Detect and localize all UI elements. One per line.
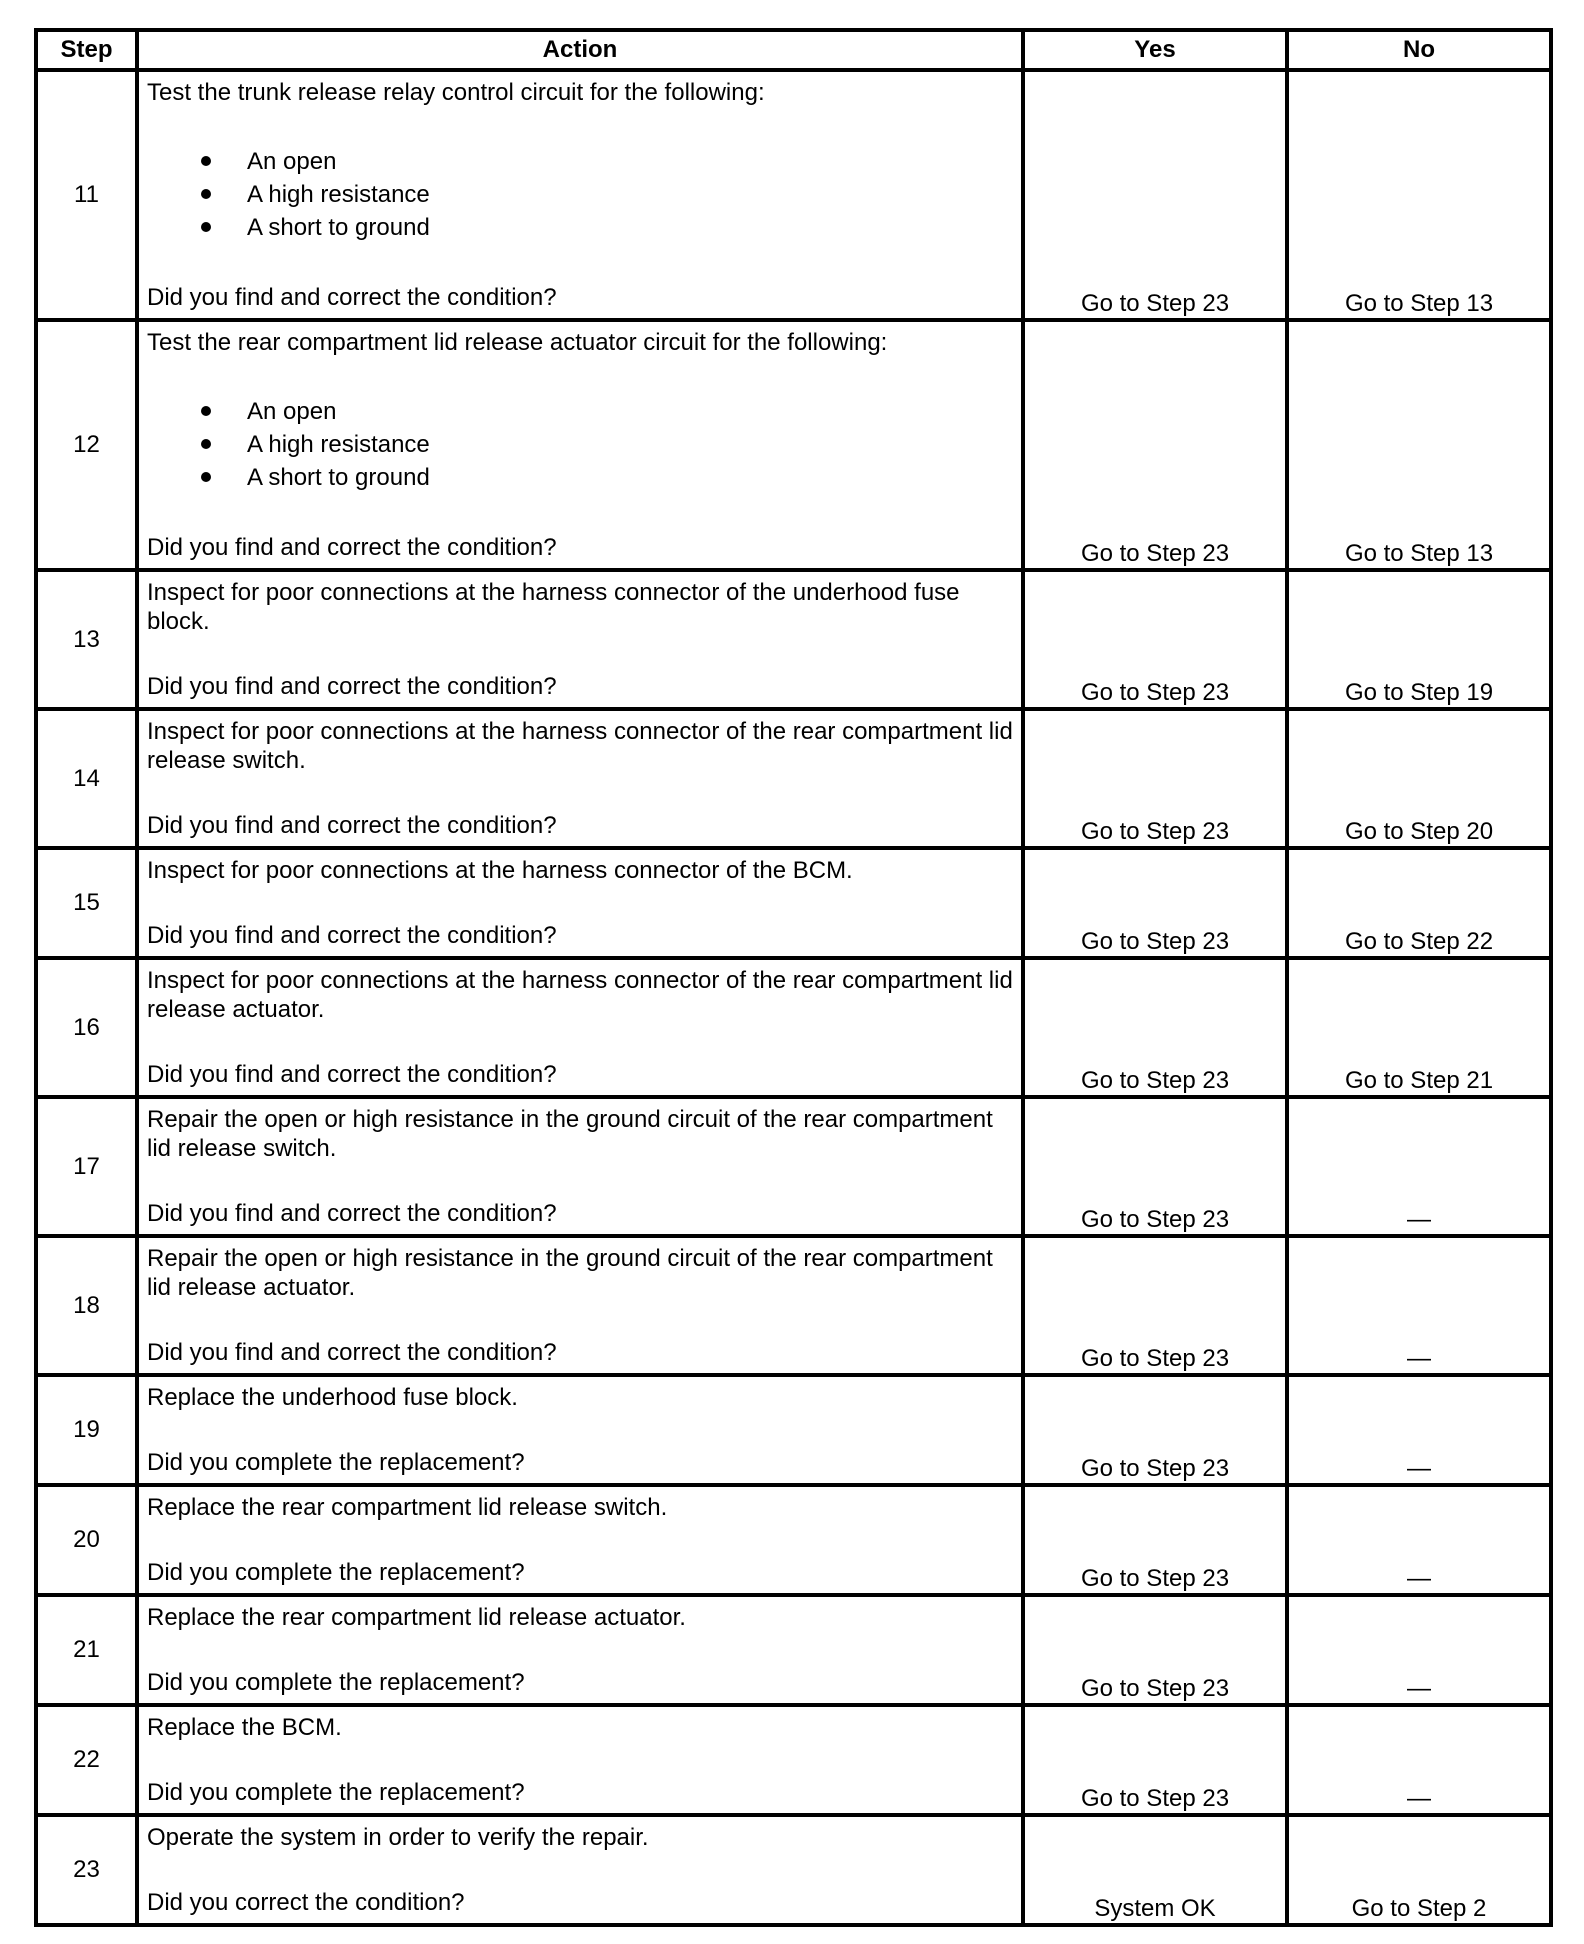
no-result: —	[1287, 1097, 1551, 1236]
table-row	[36, 570, 1551, 709]
action-text: Test the rear compartment lid release actuator circuit for the following:	[147, 329, 888, 356]
yes-result: Go to Step 23	[1023, 320, 1287, 570]
bullet-icon	[201, 472, 211, 482]
list-item: A short to ground	[147, 461, 1013, 494]
yes-result: Go to Step 23	[1023, 570, 1287, 709]
action-question: Did you complete the replacement?	[147, 1559, 525, 1586]
bullet-icon	[201, 222, 211, 232]
bullet-icon	[201, 156, 211, 166]
no-result: Go to Step 19	[1287, 570, 1551, 709]
step-number: 16	[36, 958, 137, 1097]
table-row	[36, 1097, 1551, 1236]
step-number: 15	[36, 848, 137, 958]
no-result: —	[1287, 1375, 1551, 1485]
action-text: Operate the system in order to verify the repair.	[147, 1824, 649, 1851]
yes-result: Go to Step 23	[1023, 70, 1287, 320]
action-text: Test the trunk release relay control circuit for the following:	[147, 79, 765, 106]
step-number: 21	[36, 1595, 137, 1705]
action-question: Did you find and correct the condition?	[147, 1339, 557, 1366]
action-cell	[137, 958, 1023, 1097]
step-number: 18	[36, 1236, 137, 1375]
action-cell	[137, 1815, 1023, 1925]
action-cell	[137, 70, 1023, 320]
step-number: 22	[36, 1705, 137, 1815]
action-question: Did you find and correct the condition?	[147, 922, 557, 949]
action-cell	[137, 1236, 1023, 1375]
table-row	[36, 1705, 1551, 1815]
action-question: Did you correct the condition?	[147, 1889, 465, 1916]
table-row	[36, 1375, 1551, 1485]
action-question: Did you find and correct the condition?	[147, 1061, 557, 1088]
list-item: An open	[147, 145, 1013, 178]
yes-result: Go to Step 23	[1023, 1375, 1287, 1485]
action-text: Inspect for poor connections at the harness connector of the rear compartment lid release actuator.	[147, 967, 1013, 1023]
action-question: Did you complete the replacement?	[147, 1779, 525, 1806]
no-result: —	[1287, 1705, 1551, 1815]
action-cell	[137, 1375, 1023, 1485]
action-question: Did you find and correct the condition?	[147, 673, 557, 700]
action-cell	[137, 1595, 1023, 1705]
diagnostic-table	[34, 28, 1553, 1927]
header-step: Step	[36, 30, 137, 70]
list-item: A short to ground	[147, 211, 1013, 244]
yes-result: Go to Step 23	[1023, 1236, 1287, 1375]
yes-result: Go to Step 23	[1023, 1485, 1287, 1595]
table-row	[36, 958, 1551, 1097]
action-text: Replace the BCM.	[147, 1714, 342, 1741]
action-text: Inspect for poor connections at the harness connector of the underhood fuse block.	[147, 579, 960, 635]
yes-result: Go to Step 23	[1023, 1595, 1287, 1705]
action-cell	[137, 709, 1023, 848]
action-cell	[137, 570, 1023, 709]
action-question: Did you complete the replacement?	[147, 1669, 525, 1696]
action-text: Replace the underhood fuse block.	[147, 1384, 518, 1411]
step-number: 12	[36, 320, 137, 570]
header-no: No	[1287, 30, 1551, 70]
no-result: —	[1287, 1595, 1551, 1705]
yes-result: Go to Step 23	[1023, 958, 1287, 1097]
table-row	[36, 1485, 1551, 1595]
no-result: Go to Step 13	[1287, 70, 1551, 320]
bullet-icon	[201, 406, 211, 416]
no-result: Go to Step 13	[1287, 320, 1551, 570]
step-number: 14	[36, 709, 137, 848]
action-text: Inspect for poor connections at the harness connector of the rear compartment lid release switch.	[147, 718, 1013, 774]
action-question: Did you find and correct the condition?	[147, 812, 557, 839]
no-result: Go to Step 20	[1287, 709, 1551, 848]
action-text: Inspect for poor connections at the harness connector of the BCM.	[147, 857, 853, 884]
yes-result: Go to Step 23	[1023, 709, 1287, 848]
action-question: Did you find and correct the condition?	[147, 284, 557, 311]
action-cell	[137, 1485, 1023, 1595]
header-yes: Yes	[1023, 30, 1287, 70]
table-row	[36, 1236, 1551, 1375]
step-number: 19	[36, 1375, 137, 1485]
step-number: 20	[36, 1485, 137, 1595]
no-result: Go to Step 22	[1287, 848, 1551, 958]
action-text: Repair the open or high resistance in the ground circuit of the rear compartment lid release actuator.	[147, 1245, 993, 1301]
no-result: Go to Step 2	[1287, 1815, 1551, 1925]
no-result: —	[1287, 1485, 1551, 1595]
step-number: 11	[36, 70, 137, 320]
action-question: Did you complete the replacement?	[147, 1449, 525, 1476]
yes-result: Go to Step 23	[1023, 848, 1287, 958]
no-result: Go to Step 21	[1287, 958, 1551, 1097]
step-number: 13	[36, 570, 137, 709]
action-text: Repair the open or high resistance in the ground circuit of the rear compartment lid release switch.	[147, 1106, 993, 1162]
step-number: 17	[36, 1097, 137, 1236]
action-text: Replace the rear compartment lid release switch.	[147, 1494, 668, 1521]
yes-result: Go to Step 23	[1023, 1097, 1287, 1236]
table-row	[36, 320, 1551, 570]
action-question: Did you find and correct the condition?	[147, 534, 557, 561]
list-item: An open	[147, 395, 1013, 428]
action-text: Replace the rear compartment lid release actuator.	[147, 1604, 686, 1631]
list-item: A high resistance	[147, 178, 1013, 211]
bullet-list	[147, 395, 1013, 494]
action-cell	[137, 320, 1023, 570]
action-cell	[137, 1705, 1023, 1815]
action-cell	[137, 848, 1023, 958]
yes-result: System OK	[1023, 1815, 1287, 1925]
list-item: A high resistance	[147, 428, 1013, 461]
yes-result: Go to Step 23	[1023, 1705, 1287, 1815]
header-action: Action	[137, 30, 1023, 70]
header-row	[36, 30, 1551, 70]
table-row	[36, 709, 1551, 848]
action-cell	[137, 1097, 1023, 1236]
table-row	[36, 1595, 1551, 1705]
bullet-list	[147, 145, 1013, 244]
bullet-icon	[201, 189, 211, 199]
table-row	[36, 848, 1551, 958]
step-number: 23	[36, 1815, 137, 1925]
no-result: —	[1287, 1236, 1551, 1375]
table-row	[36, 70, 1551, 320]
bullet-icon	[201, 439, 211, 449]
action-question: Did you find and correct the condition?	[147, 1200, 557, 1227]
table-row	[36, 1815, 1551, 1925]
